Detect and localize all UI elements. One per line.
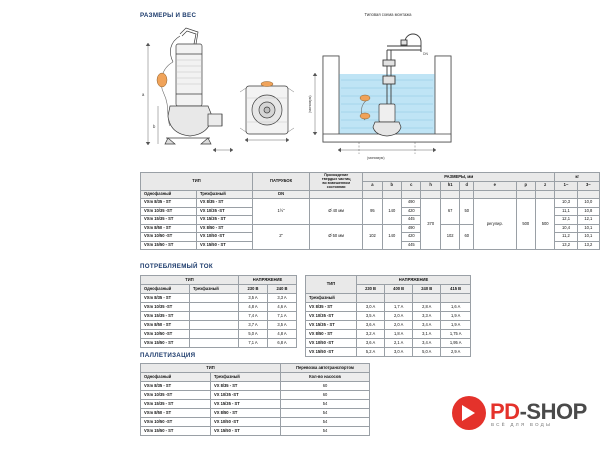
dims-cell-w3: 12,1 — [577, 216, 599, 225]
logo-tagline: ВСЁ ДЛЯ ВОДЫ — [491, 422, 553, 427]
section-title-current: ПОТРЕБЛЯЕМЫЙ ТОК — [140, 263, 213, 270]
current-table-three — [305, 275, 471, 357]
dims-header-dn: ПАТРУБОК — [253, 173, 310, 191]
current3-cell-400: 1,8 A — [385, 330, 413, 339]
pallet-cell-single: VXm 15/35 - ST — [141, 400, 211, 409]
current3-cell-415: 2,9 A — [441, 348, 471, 357]
pallet-cell-single: VXm 8/35 - ST — [141, 382, 211, 391]
table-row — [306, 348, 471, 357]
table-row — [141, 418, 370, 427]
dims-cell-b: 140 — [382, 224, 401, 250]
logo-pd: PD — [490, 399, 520, 424]
dims-cell-w1: 13,2 — [555, 241, 577, 250]
current-cell-single: VXm 10/35 -ST — [141, 303, 190, 312]
pump-top-view-drawing — [236, 78, 298, 146]
current3-cell-240: 3,1 A — [413, 330, 441, 339]
current-cell-230: 3,7 A — [239, 321, 268, 330]
dims-cell-d: 60 — [460, 224, 474, 250]
section-title-dimensions: РАЗМЕРЫ И ВЕС — [140, 12, 197, 19]
dimensions-table — [140, 172, 600, 250]
dims-cell-w3: 13,2 — [577, 241, 599, 250]
current-cell-230: 4,8 A — [239, 303, 268, 312]
pd-shop-logo — [452, 392, 592, 436]
current-cell-240: 7,1 A — [268, 312, 297, 321]
current3-cell-type: VX 8/35 - ST — [306, 303, 357, 312]
dims-cell-w3: 10,8 — [577, 207, 599, 216]
table-row — [306, 312, 471, 321]
table-row — [141, 391, 370, 400]
dims-col-z: z — [535, 181, 554, 190]
table-row — [141, 427, 370, 436]
dims-cell-p: 500 — [516, 199, 535, 250]
dims-cell-c: 420 — [402, 207, 421, 216]
pallet-subhdr-single: Однофазный — [141, 373, 211, 382]
current3-cell-230: 3,0 A — [357, 303, 385, 312]
pallet-cell-single: VXm 10/35 -ST — [141, 391, 211, 400]
dims-cell-z: 500 — [535, 199, 554, 250]
dims-cell-w1: 12,1 — [555, 216, 577, 225]
logo-shop: -SHOP — [519, 399, 587, 424]
dims-cell-h1: 67 — [440, 199, 459, 225]
table-row — [141, 199, 600, 208]
dims-cell-w1: 10,4 — [555, 224, 577, 233]
pallet-cell-single: VXm 15/50 - ST — [141, 427, 211, 436]
pallet-cell-three: VX 8/35 - ST — [211, 382, 281, 391]
table-row — [306, 303, 471, 312]
installation-caption: Типовая схема монтажа — [364, 12, 412, 17]
dims-cell-c: 445 — [402, 241, 421, 250]
dims-header-type: ТИП — [141, 173, 253, 191]
pallet-cell-single: VXm 10/50 -ST — [141, 418, 211, 427]
current-cell-240: 6,8 A — [268, 339, 297, 348]
dims-cell-c: 490 — [402, 199, 421, 208]
current3-subhdr-230: 230 В — [357, 285, 385, 294]
dims-col-w1: 1~ — [555, 181, 577, 190]
pallet-cell-count: 60 — [281, 382, 370, 391]
pallet-cell-three: VX 15/35 - ST — [211, 400, 281, 409]
dims-col-h: h — [421, 181, 440, 190]
table-row — [141, 339, 297, 348]
dims-cell-three: VX 10/35 -ST — [197, 207, 253, 216]
dims-cell-dn: 1½" — [253, 199, 310, 225]
dims-col-d: d — [460, 181, 474, 190]
table-row — [141, 321, 297, 330]
current-cell-230: 7,4 A — [239, 312, 268, 321]
svg-text:a: a — [142, 92, 145, 97]
dims-cell-c: 445 — [402, 216, 421, 225]
current-cell-single: VXm 8/35 - ST — [141, 294, 190, 303]
dims-cell-a: 102 — [363, 224, 382, 250]
dims-cell-single: VXm 15/50 - ST — [141, 241, 197, 250]
current3-cell-415: 1,95 A — [441, 339, 471, 348]
current3-cell-415: 1,9 A — [441, 321, 471, 330]
dims-cell-three: VX 8/35 - ST — [197, 199, 253, 208]
current-subhdr-single: Однофазный — [141, 285, 190, 294]
svg-text:(минимум): (минимум) — [367, 156, 385, 160]
current-subhdr-240: 240 В — [268, 285, 297, 294]
pallet-cell-single: VXm 8/50 - ST — [141, 409, 211, 418]
dims-col-b: b — [382, 181, 401, 190]
current3-cell-type: VX 8/50 - ST — [306, 330, 357, 339]
pallet-subhdr-count: Кол-во насосов — [281, 373, 370, 382]
pallet-header-pack: Перевозка автотранспортом — [281, 364, 370, 373]
dims-cell-c: 490 — [402, 224, 421, 233]
dims-cell-solids: Ø 40 мм — [310, 199, 363, 225]
table-row — [141, 400, 370, 409]
current3-cell-415: 1,75 A — [441, 330, 471, 339]
table-row — [141, 303, 297, 312]
current3-cell-400: 2,1 A — [385, 339, 413, 348]
table-row — [306, 321, 471, 330]
dims-cell-d: 50 — [460, 199, 474, 225]
table-row — [141, 294, 297, 303]
dims-header-sizes: РАЗМЕРЫ, мм — [363, 173, 555, 182]
dims-cell-w3: 10,0 — [577, 199, 599, 208]
current3-cell-240: 2,8 A — [413, 303, 441, 312]
dims-col-e: e — [474, 181, 516, 190]
dims-col-p: p — [516, 181, 535, 190]
current-cell-230: 5,0 A — [239, 330, 268, 339]
dims-header-solids: Прохождение твердых частиц во взвешенном состоянии — [310, 173, 363, 191]
dims-cell-w1: 11,1 — [555, 207, 577, 216]
dims-cell-a: 95 — [363, 199, 382, 225]
dims-col-h1: h1 — [440, 181, 459, 190]
current3-cell-type: VX 10/50 -ST — [306, 339, 357, 348]
current-cell-three — [190, 330, 239, 339]
palletization-table — [140, 363, 370, 436]
current3-header-type: ТИП — [306, 276, 357, 294]
current3-cell-230: 3,5 A — [357, 312, 385, 321]
current-cell-three — [190, 303, 239, 312]
dims-cell-c: 420 — [402, 233, 421, 242]
current-header-voltage: НАПРЯЖЕНИЕ — [239, 276, 297, 285]
current3-cell-400: 2,0 A — [385, 321, 413, 330]
current3-cell-230: 3,6 A — [357, 339, 385, 348]
current3-subhdr-240: 240 В — [413, 285, 441, 294]
svg-text:b: b — [153, 124, 156, 129]
section-title-palletization: ПАЛЛЕТИЗАЦИЯ — [140, 352, 196, 359]
dims-header-weight: кг — [555, 173, 600, 182]
current3-cell-230: 5,2 A — [357, 348, 385, 357]
table-row — [306, 339, 471, 348]
dims-cell-three: VX 8/50 - ST — [197, 224, 253, 233]
pallet-header-type: ТИП — [141, 364, 281, 373]
dims-cell-single: VXm 10/35 -ST — [141, 207, 197, 216]
dims-subhdr-dn: DN — [253, 190, 310, 199]
current-cell-three — [190, 339, 239, 348]
current3-cell-type: VX 10/35 -ST — [306, 312, 357, 321]
current-cell-240: 4,6 A — [268, 303, 297, 312]
current3-cell-240: 3,4 A — [413, 339, 441, 348]
current-cell-240: 4,8 A — [268, 330, 297, 339]
current-subhdr-230: 230 В — [239, 285, 268, 294]
table-row — [141, 409, 370, 418]
table-row — [141, 312, 297, 321]
current-cell-single: VXm 15/50 - ST — [141, 339, 190, 348]
dims-cell-w1: 11,2 — [555, 233, 577, 242]
play-arrow-icon — [462, 405, 475, 421]
dims-cell-three: VX 10/50 -ST — [197, 233, 253, 242]
current3-header-voltage: НАПРЯЖЕНИЕ — [357, 276, 471, 285]
current3-cell-230: 3,2 A — [357, 330, 385, 339]
pallet-cell-count: 54 — [281, 409, 370, 418]
current3-cell-400: 2,0 A — [385, 312, 413, 321]
current3-cell-type: VX 15/50 -ST — [306, 348, 357, 357]
current3-subhdr-400: 400 В — [385, 285, 413, 294]
dims-cell-three: VX 15/35 - ST — [197, 216, 253, 225]
installation-scheme-drawing — [305, 12, 471, 167]
current-cell-240: 3,5 A — [268, 321, 297, 330]
current-subhdr-three: Трехфазный — [190, 285, 239, 294]
dims-cell-w3: 10,1 — [577, 224, 599, 233]
dims-cell-single: VXm 8/50 - ST — [141, 224, 197, 233]
dims-cell-single: VXm 8/35 - ST — [141, 199, 197, 208]
current-cell-single: VXm 10/50 -ST — [141, 330, 190, 339]
current-cell-three — [190, 321, 239, 330]
current-table-single — [140, 275, 297, 348]
dims-col-w3: 3~ — [577, 181, 599, 190]
current-cell-230: 7,1 A — [239, 339, 268, 348]
current-cell-240: 3,3 A — [268, 294, 297, 303]
current-cell-single: VXm 15/35 - ST — [141, 312, 190, 321]
table-row — [306, 330, 471, 339]
current3-subhdr-three: Трехфазный — [306, 294, 357, 303]
dims-cell-dn: 2" — [253, 224, 310, 250]
dims-subhdr-three: Трехфазный — [197, 190, 253, 199]
pallet-cell-three: VX 10/50 -ST — [211, 418, 281, 427]
dims-cell-three: VX 15/50 - ST — [197, 241, 253, 250]
pallet-cell-three: VX 15/50 - ST — [211, 427, 281, 436]
dims-cell-single: VXm 10/50 -ST — [141, 233, 197, 242]
dims-cell-b: 140 — [382, 199, 401, 225]
current-cell-single: VXm 8/50 - ST — [141, 321, 190, 330]
svg-text:(минимум): (минимум) — [308, 95, 312, 113]
current3-cell-240: 3,3 A — [413, 312, 441, 321]
current3-cell-type: VX 15/35 - ST — [306, 321, 357, 330]
current3-cell-240: 5,0 A — [413, 348, 441, 357]
dims-cell-solids: Ø 50 мм — [310, 224, 363, 250]
pallet-cell-count: 60 — [281, 391, 370, 400]
current3-cell-415: 1,6 A — [441, 303, 471, 312]
dims-cell-w3: 10,1 — [577, 233, 599, 242]
current-cell-three — [190, 312, 239, 321]
dims-cell-w1: 10,3 — [555, 199, 577, 208]
pallet-subhdr-three: Трехфазный — [211, 373, 281, 382]
pallet-cell-count: 54 — [281, 418, 370, 427]
table-row — [141, 382, 370, 391]
svg-text:DN: DN — [423, 52, 428, 56]
pallet-cell-count: 54 — [281, 400, 370, 409]
current3-cell-230: 3,6 A — [357, 321, 385, 330]
current-cell-three — [190, 294, 239, 303]
dims-cell-e: регулир. — [474, 199, 516, 250]
current3-cell-400: 3,0 A — [385, 348, 413, 357]
pump-side-view-drawing — [140, 22, 235, 167]
pallet-cell-count: 54 — [281, 427, 370, 436]
pallet-cell-three: VX 10/35 -ST — [211, 391, 281, 400]
dims-cell-h1: 102 — [440, 224, 459, 250]
current-cell-230: 3,5 A — [239, 294, 268, 303]
dims-subhdr-single: Однофазный — [141, 190, 197, 199]
dims-col-c: c — [402, 181, 421, 190]
dims-cell-single: VXm 15/35 - ST — [141, 216, 197, 225]
current3-cell-240: 3,4 A — [413, 321, 441, 330]
current3-subhdr-415: 415 В — [441, 285, 471, 294]
dims-col-a: a — [363, 181, 382, 190]
current3-cell-400: 1,7 A — [385, 303, 413, 312]
table-row — [141, 330, 297, 339]
dims-cell-h: 370 — [421, 199, 440, 250]
pallet-cell-three: VX 8/50 - ST — [211, 409, 281, 418]
current3-cell-415: 1,9 A — [441, 312, 471, 321]
current-header-type: ТИП — [141, 276, 239, 285]
